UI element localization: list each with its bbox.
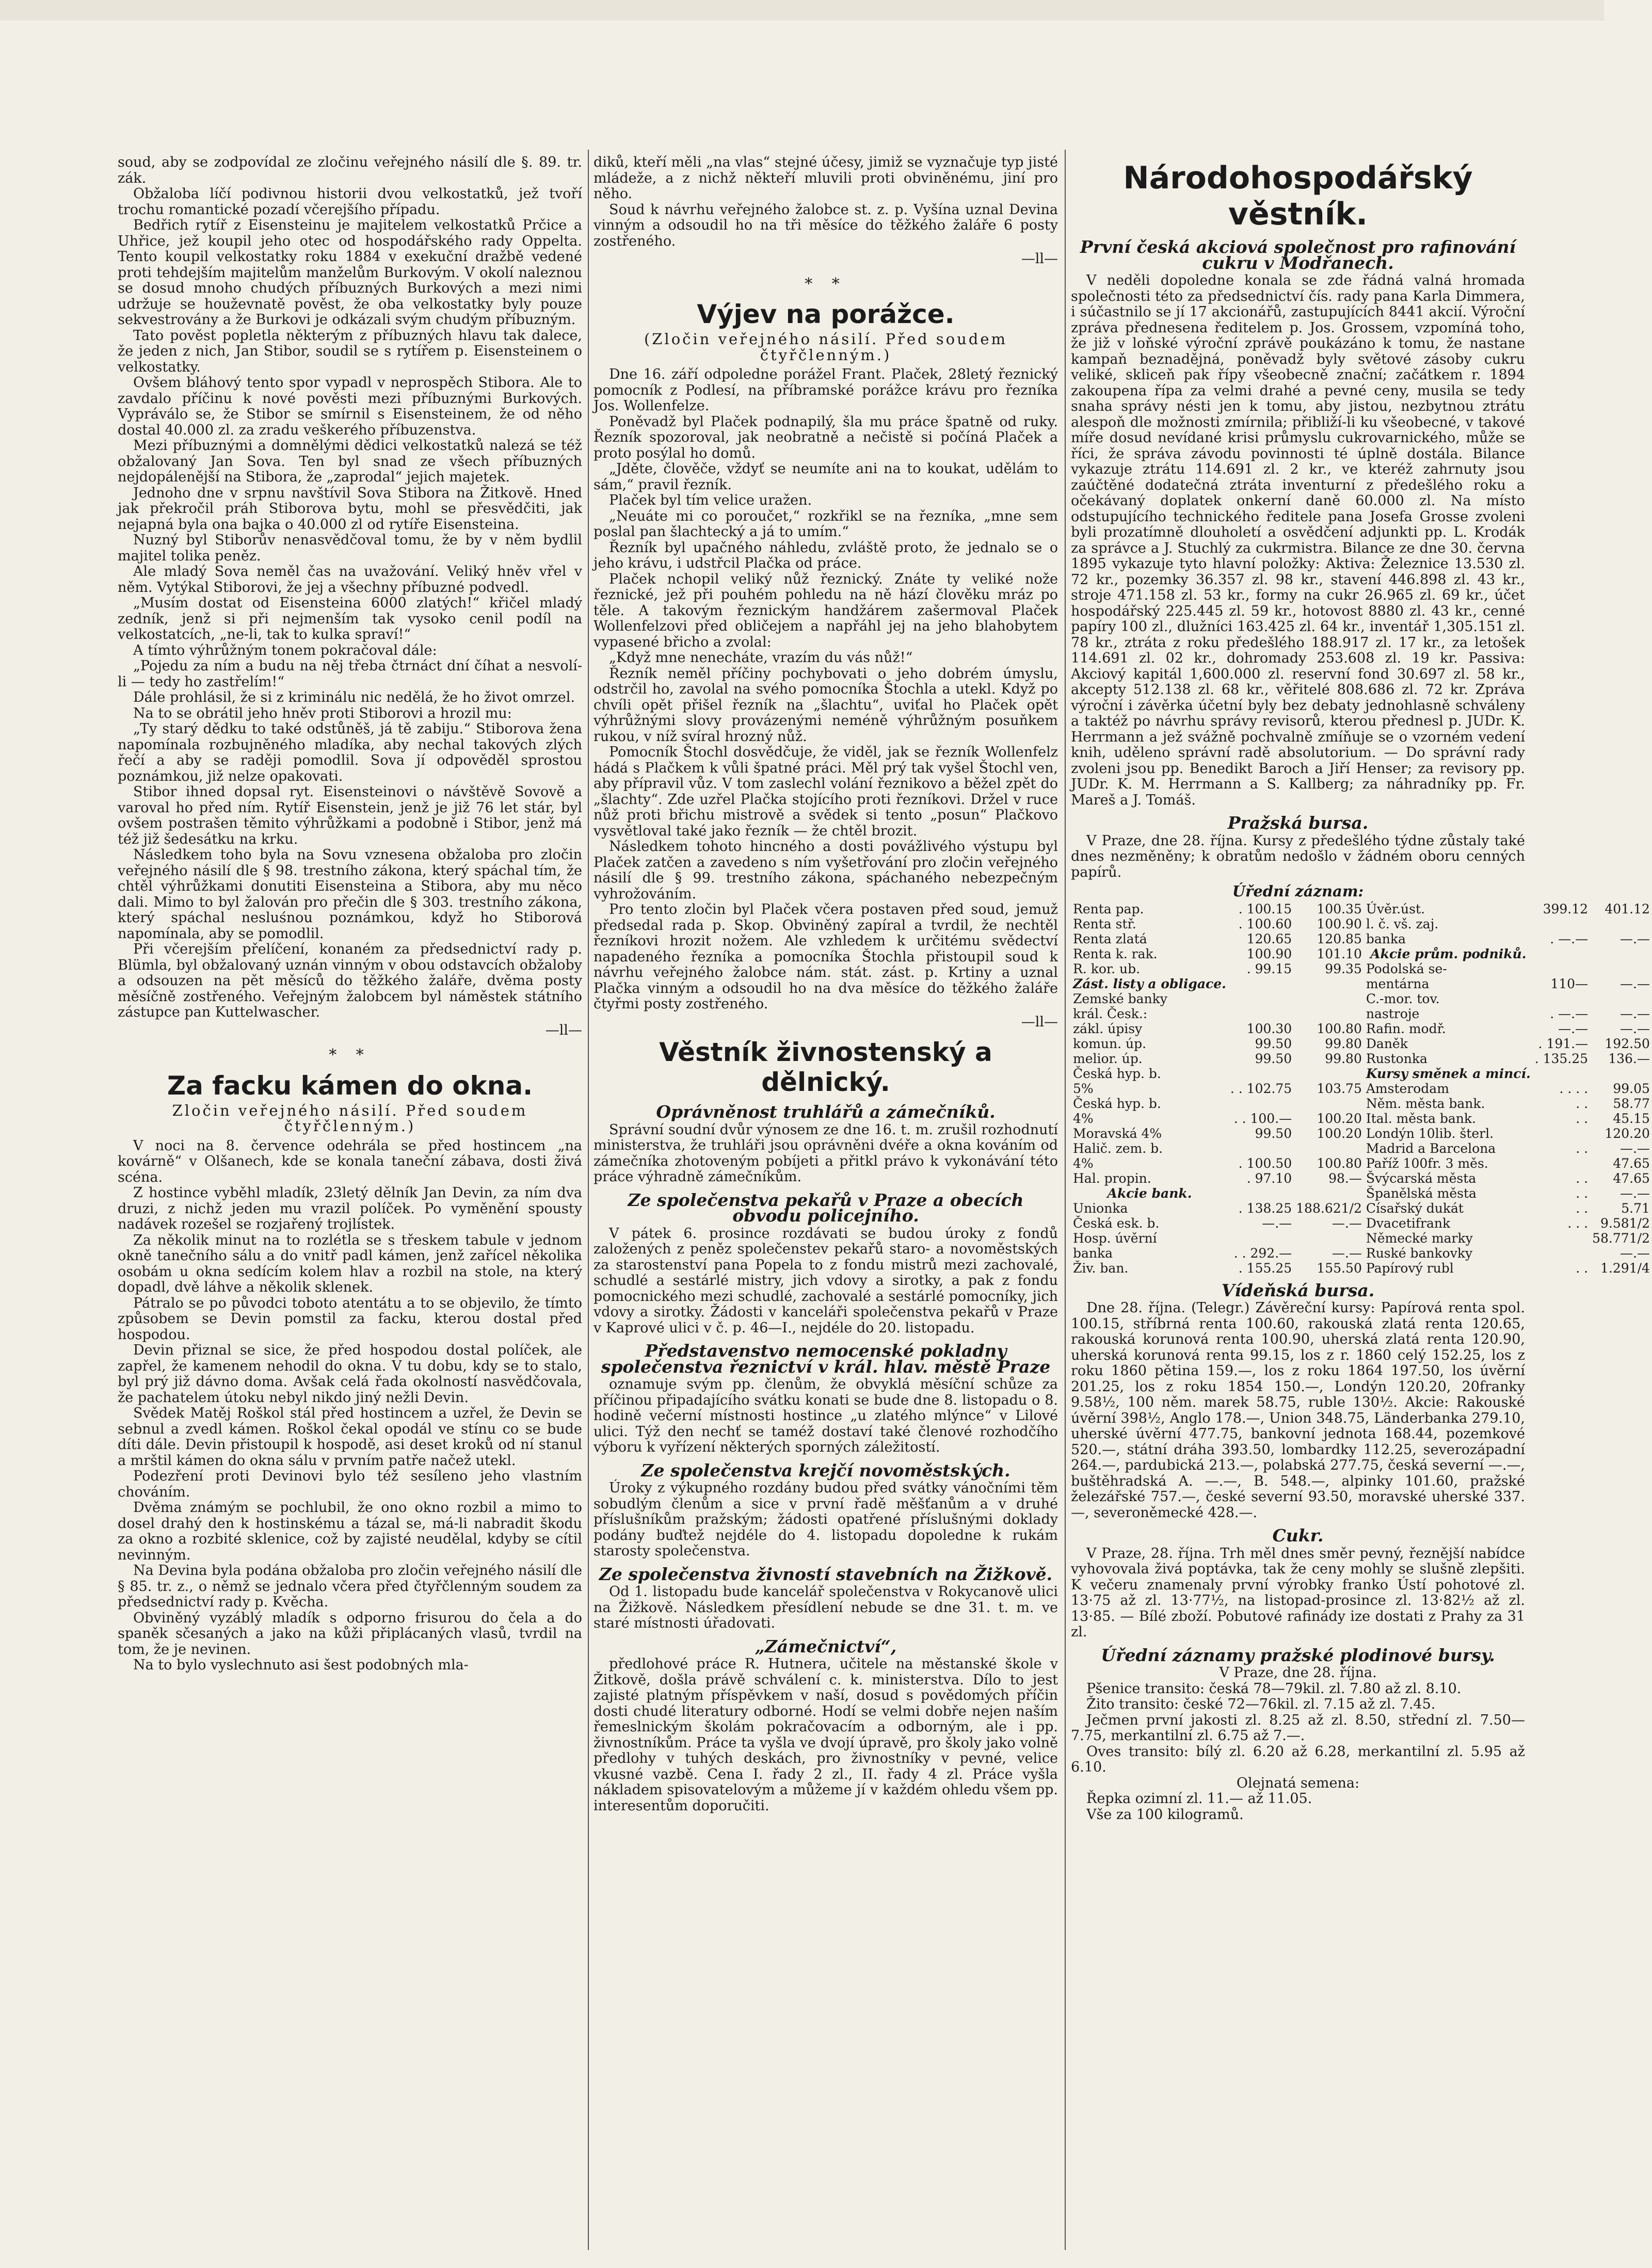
quotes-cell xyxy=(1294,1186,1364,1201)
quotes-cell: Česká hyp. b. xyxy=(1073,1066,1161,1081)
quotes-cell: král. Česk.: xyxy=(1073,1006,1148,1021)
quotes-cell xyxy=(1294,976,1364,991)
quotes-cell: 110— xyxy=(1550,976,1589,991)
paragraph: V Praze, dne 28. října. Kursy z předešlého týdne zůstaly také dnes nezměněny; k obratům nedošlo v žádném oboru cenných papírů. xyxy=(1071,832,1525,880)
quotes-cell: 99.80 xyxy=(1325,1036,1362,1051)
quotes-cell xyxy=(1294,1141,1364,1156)
paragraph: Podezření proti Devinovi bylo též sesíleno jeho vlastním chováním. xyxy=(118,1468,582,1500)
quotes-cell: banka xyxy=(1073,1245,1113,1261)
quotes-cell: 98.— xyxy=(1328,1170,1362,1186)
quotes-cell: 100.90 xyxy=(1317,916,1362,931)
paragraph: Poněvadž byl Plaček podnapilý, šla mu práce špatně od ruky. Řezník spozoroval, jak neobratně a nečistě si počíná Plaček a proto posýlal ho domů. xyxy=(594,413,1058,461)
paragraph: Řezník byl upačného náhledu, zvláště proto, že jednalo se o jeho krávu, i udstřcil Plačka od práce. xyxy=(594,539,1058,571)
quotes-cell: . —.— xyxy=(1550,1006,1589,1021)
quotes-cell: Londýn 10lib. šterl. xyxy=(1366,1125,1494,1141)
quotes-heading: Úřední záznam: xyxy=(1232,882,1364,900)
quotes-cell xyxy=(1228,1096,1294,1111)
paragraph: Za několik minut na to rozlétla se s třeskem tabule v jednom okně tanečního sálu a do vnitř padl kámen, jenž zařícel několika osobám u okna sedícím kolem hlav a rozbil na stole, na který dopadl, dvě láhve a několik sklenek. xyxy=(118,1232,582,1295)
paragraph: Na to bylo vyslechnuto asi šest podobných mla- xyxy=(133,1657,469,1673)
paragraph: Jednoho dne v srpnu navštívil Sova Stibora na Žitkově. Hned jak překročil práh Stiborova bytu, mohl se přesvědčiti, jak nejapná byla ona bajka o 40.000 zl od rytíře Eisensteina. xyxy=(118,485,582,533)
quotes-cell: Akcie bank. xyxy=(1107,1185,1192,1201)
quotes-cell: mentárna xyxy=(1366,976,1430,991)
quotes-cell xyxy=(1533,916,1590,931)
paragraph: Ale mladý Sova neměl čas na uvažování. Veliký hněv vřel v něm. Vytýkal Stiborovi, že jej a všechny příbuzné podvedl. xyxy=(118,564,582,596)
quotes-cell xyxy=(1590,1066,1652,1081)
quotes-cell: Paříž 100fr. 3 měs. xyxy=(1366,1155,1488,1171)
quotes-cell xyxy=(1228,1186,1294,1201)
section-stars: * * xyxy=(805,275,847,293)
quotes-cell: . . xyxy=(1576,1111,1589,1126)
quotes-cell: Akcie prům. podniků. xyxy=(1370,946,1527,961)
quotes-cell: 47.65 xyxy=(1613,1170,1650,1186)
quotes-cell: 136.— xyxy=(1608,1051,1650,1066)
quotes-cell: 101.10 xyxy=(1317,946,1362,961)
quotes-row xyxy=(1071,1066,1652,1081)
quotes-cell: 99.05 xyxy=(1613,1081,1650,1096)
article-subheadline: (Zločin veřejného násilí. Před soudem čtyřčlenným.) xyxy=(644,330,1008,364)
quotes-cell: 58.77 xyxy=(1613,1096,1650,1111)
paragraph: Ovšem bláhový tento spor vypadl v neprospěch Stibora. Ale to zavdalo příčinu k nové pověsti mezi příbuznými Burkových. Vypráválo se, že Stibor se smírnil s Eisensteinem, že od něho dostal 40.000 zl. za zradu veškerého příbuzenstva. xyxy=(118,375,582,438)
quotes-cell: 103.75 xyxy=(1317,1081,1362,1096)
paragraph: Pro tento zločin byl Plaček včera postaven před soud, jemuž předsedal rada p. Skop. Obviněný zapíral a tvrdil, že nechtěl řezníkovi hrozit nožem. Ale vzhledem k určitému svědectví napadeného řezníka a pomocníka Štochla přistoupil soud k návrhu veřejného žalobce nám. stát. zást. p. Krtiny a uznal Plačka vinným a odsoudil ho na dva měsíce do těžkého žaláře čtyřmi posty zostřeného. xyxy=(594,902,1058,1012)
quotes-cell: melior. úp. xyxy=(1073,1051,1143,1066)
quotes-cell xyxy=(1533,1246,1590,1261)
quotes-cell: Unionka xyxy=(1073,1200,1128,1216)
quotes-row xyxy=(1071,902,1652,916)
quotes-cell: . . . xyxy=(1567,1215,1589,1231)
quotes-cell: 100.80 xyxy=(1317,1021,1362,1036)
paragraph: Obviněný vyzáblý mladík s odporno frisurou do čela a do spaněk sčesaných a jako na kůži připlácaných vlasů, tvrdil na tom, že je nevinen. xyxy=(118,1610,582,1658)
column-rule-1 xyxy=(588,150,589,2250)
paragraph: Z hostince vyběhl mladík, 23letý dělník Jan Devin, za ním dva druzi, z nichž jeden mu vrazil políček. Po vyměnění spousty nadávek rozešel se rozjařený trojlístek. xyxy=(118,1185,582,1232)
paragraph: „Ty starý dědku to také odstůněš, já tě zabiju.“ Stiborova žena napomínala rozbujněného mladíka, aby nechal takových zlých řečí a aby se raději pomodlil. Sova jí odpověděl sprostou poznámkou, již nelze opakovati. xyxy=(118,721,582,784)
quotes-cell: 47.65 xyxy=(1613,1155,1650,1171)
quotes-cell: . 138.25 xyxy=(1238,1200,1292,1216)
quotes-cell: —.— xyxy=(1619,1021,1650,1036)
quotes-cell xyxy=(1228,1231,1294,1246)
paragraph: Úroky z výkupného rozdány budou před svátky vánočními těm sobudlým členům a sice v první řadě měšťanům a v druhé příslušníkům pražským; žádosti opatřené příslušnými doklady podány buďtež nejdéle do 4. listopadu dopoledne k rukám starosty společenstva. xyxy=(594,1480,1058,1559)
quotes-cell: Švýcarská města xyxy=(1366,1170,1477,1186)
quotes-cell: Živ. ban. xyxy=(1073,1260,1129,1276)
quotes-cell: 5.71 xyxy=(1621,1200,1650,1216)
quotes-cell: . . xyxy=(1576,1170,1589,1186)
paragraph: Při včerejším přelíčení, konaném za předsednictví rady p. Blümla, byl obžalovaný uznán vinným v obou odstavcích obžaloby a odsouzen na pět měsíců do těžkého žaláře, dvěma posty měsíčně zostřeného. Veřejným žalobcem byl náměstek státního zástupce pan Kuttelwascher. xyxy=(118,941,582,1020)
quotes-cell: l. č. vš. zaj. xyxy=(1366,916,1439,931)
paragraph: Tato pověst popletla některým z příbuzných hlavu tak dalece, že jeden z nich, Jan Stibor, soudil se s rytířem p. Eisensteinem o velkostatky. xyxy=(118,327,582,375)
quotes-cell: 401.12 xyxy=(1605,901,1650,916)
paragraph: Nuzný byl Stiborův nenasvědčoval tomu, že by v něm bydlil majitel tolika peněz. xyxy=(118,532,582,564)
paragraph: Dvěma známým se pochlubil, že ono okno rozbil a mimo to dosel drahý den k hostinskému a tázal se, má-li nabradit škodu za okno a rozbité sklenice, což by zajisté neudělal, kdyby se cítil nevinným. xyxy=(118,1500,582,1563)
paragraph: „Když mne nenecháte, vrazím du vás nůž!“ xyxy=(609,650,913,666)
paragraph: V noci na 8. července odehrála se před hostincem „na kovárně“ v Olšanech, kde se konala taneční zábava, dosti živá scéna. xyxy=(118,1137,582,1185)
quotes-cell: —.— xyxy=(1332,1215,1362,1231)
quotes-cell: Česká hyp. b. xyxy=(1073,1096,1161,1111)
article-headline: Za facku kámen do okna. xyxy=(167,1070,533,1101)
quotes-cell: 9.581/2 xyxy=(1600,1215,1650,1231)
quotes-cell: 100.35 xyxy=(1317,901,1362,916)
quotes-row xyxy=(1071,1156,1652,1171)
quotes-cell: —.— xyxy=(1332,1245,1362,1261)
paragraph: Vše za 100 kilogramů. xyxy=(1086,1806,1244,1823)
paragraph: diků, kteří měli „na vlas“ stejné účesy, jimiž se vyznačuje typ jisté mládeže, a z nichž někteří mluvili proti obviněnému, jiní pro něho. xyxy=(594,154,1058,202)
quotes-cell: —.— xyxy=(1619,976,1650,991)
quotes-cell: 100.90 xyxy=(1246,946,1292,961)
paragraph: Následkem toho byla na Sovu vznesena obžaloba pro zločin veřejného násilí dle § 98. trestního zákona, který spáchal tím, že chtěl výhrůžkami donutiti Eisensteina a Stibora, aby mu něco dali. Mimo to byl žalován pro přečin dle § 303. trestního zákona, který spáchal nesluśnou poznámkou, když ho Stiborová napomínala, aby se pomodlil. xyxy=(118,847,582,942)
quotes-cell: Renta zlatá xyxy=(1073,931,1147,946)
quotes-cell: 1.291/4 xyxy=(1600,1260,1650,1276)
quotes-cell: Amsterodam xyxy=(1366,1081,1449,1096)
paragraph: Dne 28. října. (Telegr.) Závěreční kursy: Papírová renta spol. 100.15, stříbrná renta 100.60, rakouská zlatá renta 120.65, rakouská korunová renta 100.90, uherská zlatá renta 120.90, uherská korunová renta 99.15, los z r. 1860 celý 152.25, los z roku 1860 pětina 159.—, los z roku 1864 197.50, los úvěrní 201.25, los z roku 1854 150.—, Londýn 120.20, 20franky 9.58½, 100 něm. marek 58.75, ruble 130½. Akcie: Rakouské úvěrní 398½, Anglo 178.—, Union 348.75, Länderbanka 279.10, uherské úvěrní 477.75, bankovní jednota 168.44, pozemkové 520.—, státní dráha 393.50, lombardky 112.25, severozápadní 264.—, pardubická 213.—, polabská 277.75, česká severní —.—, buštěhradská A. —.—, B. 548.—, alpinky 101.60, pražské železářské 757.—, české severní 93.50, moravské uherské 337.—, severoněmecké 428.—. xyxy=(1071,1300,1525,1521)
paragraph: Pomocník Štochl dosvědčuje, že viděl, jak se řezník Wollenfelz hádá s Plačkem k vůli špatné práci. Měl prý tak vyšel Štochl ven, aby přípravil vůz. V tom zaslechl volání řeznikovo a běžel zpět do „šlachty“. Zde uzřel Plačka stojícího proti řezníkovi. Držel v ruce nůž proti břichu mistrově a svědek si tento „posun“ Plačkovo vysvětloval také jako řezník — že chtěl brozit. xyxy=(594,744,1058,839)
quotes-cell: 99.50 xyxy=(1255,1036,1292,1051)
paragraph: V pátek 6. prosince rozdávati se budou úroky z fondů založených z peněz společenstev pekařů staro- a novoměstských za starostenství pana Popela to z fondu mistrů mezi zachovalé, schudlé a sestárlé mistry, jich vdovy a sirotky, a pak z fondu pomocnického mezi schudlé, zachovalé a sestárlé pomocníky, jich vdovy a sirotky. Žádosti v kanceláři společenstva pekařů v Praze v Kaprové ulici v č. p. 46—I., nejdéle do 20. listopadu. xyxy=(594,1225,1058,1336)
column-3 xyxy=(1071,155,1650,2260)
quotes-cell xyxy=(1533,1231,1590,1246)
quotes-cell xyxy=(1533,1156,1590,1171)
quotes-cell: . . 100.— xyxy=(1233,1111,1292,1126)
quotes-row xyxy=(1071,1081,1652,1096)
quotes-cell: Německé marky xyxy=(1366,1230,1473,1246)
paragraph: Žito transito: české 72—76kil. zl. 7.15 až zl. 7.45. xyxy=(1086,1696,1436,1712)
quotes-cell: 192.50 xyxy=(1605,1036,1650,1051)
quotes-row xyxy=(1071,1216,1652,1231)
column-1 xyxy=(118,155,582,2260)
quotes-cell: Hal. propin. xyxy=(1073,1170,1151,1186)
article-signature: —ll— xyxy=(1021,251,1058,267)
paragraph: Obžaloba líčí podivnou historii dvou velkostatků, jež tvoří trochu romantické pozadí včerejšího případu. xyxy=(118,186,582,218)
quotes-cell xyxy=(1228,976,1294,991)
quotes-cell: Česká esk. b. xyxy=(1073,1215,1160,1231)
paragraph: V Praze, 28. října. Trh měl dnes směr pevný, řeznější nabídce vyhovovala živá poptávka, tak že ceny mohly se slušně zlepšiti. K večeru znamenaly první výrobky franko Ústí pohotové zl. 13·75 až zl. 13·77½, na listopad-prosince zl. 13·82½ až zl. 13·85. — Bílé zboží. Pobutové rafinády ize dostati z Prahy za 31 zl. xyxy=(1071,1545,1525,1640)
quotes-cell: Papírový rubl xyxy=(1366,1260,1454,1276)
quotes-cell: Zemské banky xyxy=(1073,991,1167,1006)
quotes-cell: . . xyxy=(1576,1260,1589,1276)
quotes-cell: C.-mor. tov. xyxy=(1366,991,1440,1006)
item-title: Cukr. xyxy=(1272,1525,1324,1546)
page-top-edge xyxy=(0,0,1604,21)
quotes-cell: nastroje xyxy=(1366,1006,1420,1021)
quotes-cell: . 155.25 xyxy=(1238,1260,1292,1276)
paragraph: Bedřich rytíř z Eisensteinu je majitelem velkostatků Prčice a Uhřice, jež koupil jeho otec od hospodářského rady Oppelta. Tento koupil velkostatky roku 1884 v exekuční dražbě vedené proti tehdejším majitelům manželům Burkovým. V okolí naleznou se dosud mnoho chudých příbuzných Burkových a mezi nimi udržuje se houževnatě pověst, že oba velkostatky byly pouze sekvestrovány a že Burkovi je odkázali svým chudým příbuzným. xyxy=(118,217,582,328)
quotes-cell xyxy=(1533,1066,1590,1081)
quotes-cell: . —.— xyxy=(1550,931,1589,946)
column-2 xyxy=(594,155,1058,2260)
quotes-row xyxy=(1071,1021,1652,1036)
paragraph: Řezník neměl příčiny pochybovati o jeho dobrém úmyslu, odstrčil ho, zavolal na svého pomocníka Štochla a utekl. Když po chvíli opět přišel řezník na „šlachtu“, uviťal ho Plaček opět výhrůžnými slovy provázenými neméně výhrůžným posuňkem rukou, v níž svíral hrozný nůž. xyxy=(594,665,1058,745)
quotes-cell: . 100.50 xyxy=(1238,1155,1292,1171)
quotes-cell: Úvěr.úst. xyxy=(1366,901,1425,916)
quotes-cell xyxy=(1228,1141,1294,1156)
quotes-cell: 99.50 xyxy=(1255,1051,1292,1066)
quotes-row xyxy=(1071,1036,1652,1051)
quotes-cell: banka xyxy=(1366,931,1406,946)
paragraph: Na Devina byla podána obžaloba pro zločin veřejného násilí dle § 85. tr. z., o němž se jednalo včera před čtyřčlenným soudem za předsednictví rady p. Kvěcha. xyxy=(118,1563,582,1610)
paragraph: „Pojedu za ním a budu na něj třeba čtrnáct dní číhat a nesvolí-li — tedy ho zastřelím!“ xyxy=(118,658,582,690)
article-signature: —ll— xyxy=(545,1022,582,1038)
quotes-cell: 99.50 xyxy=(1255,1125,1292,1141)
quotes-cell xyxy=(1228,1066,1294,1081)
quotes-row xyxy=(1071,1231,1652,1246)
quotes-table xyxy=(1071,902,1652,1276)
quotes-cell xyxy=(1228,991,1294,1006)
quotes-cell: zákl. úpisy xyxy=(1073,1021,1143,1036)
quotes-cell: Ital. města bank. xyxy=(1366,1111,1476,1126)
quotes-cell: —.— xyxy=(1619,1006,1650,1021)
quotes-cell: 58.771/2 xyxy=(1592,1230,1650,1246)
paragraph: „Musím dostat od Eisensteina 6000 zlatých!“ křičel mladý zedník, jenž si při nejmenším tak vysoko cenil podíl na velkostatcích, „ne-li, tak to kulka spraví!“ xyxy=(118,595,582,642)
paragraph: Oves transito: bílý zl. 6.20 až 6.28, merkantilní zl. 5.95 až 6.10. xyxy=(1071,1743,1525,1775)
quotes-cell: . . 102.75 xyxy=(1230,1081,1292,1096)
quotes-cell: Madrid a Barcelona xyxy=(1366,1140,1496,1156)
paragraph: V Praze, dne 28. října. xyxy=(1219,1665,1377,1681)
paragraph: Pšenice transito: česká 78—79kil. zl. 7.80 až zl. 8.10. xyxy=(1086,1680,1462,1697)
quotes-row xyxy=(1071,991,1652,1006)
quotes-cell: —.— xyxy=(1262,1215,1292,1231)
quotes-cell: . 135.25 xyxy=(1534,1051,1589,1066)
paragraph: Od 1. listopadu bude kancelář společenstva v Rokycanově ulici na Žižkově. Následkem přesídlení nebude se dne 31. t. m. ve staré místnosti úřadovati. xyxy=(594,1584,1058,1631)
quotes-cell: . . 292.— xyxy=(1233,1245,1292,1261)
quotes-cell: . . xyxy=(1576,1185,1589,1201)
quotes-cell: Dvacetifrank xyxy=(1366,1215,1451,1231)
quotes-cell xyxy=(1590,991,1652,1006)
quotes-cell xyxy=(1590,916,1652,931)
quotes-cell: Něm. města bank. xyxy=(1366,1096,1485,1111)
quotes-cell: —.— xyxy=(1619,1245,1650,1261)
item-title: Ze společenstva pekařů v Praze a obecích obvodu policejního. xyxy=(628,1189,1024,1226)
item-title: Ze společenstva živností stavebních na Žižkově. xyxy=(599,1564,1053,1584)
quotes-cell: . . xyxy=(1576,1140,1589,1156)
quotes-cell: —.— xyxy=(1619,1185,1650,1201)
quotes-cell: 155.50 xyxy=(1317,1260,1362,1276)
quotes-row xyxy=(1071,1126,1652,1141)
quotes-cell: Daněk xyxy=(1366,1036,1408,1051)
quotes-cell: Rustonka xyxy=(1366,1051,1428,1066)
quotes-row xyxy=(1071,1171,1652,1186)
paragraph: předlohové práce R. Hutnera, učitele na městanské škole v Žitkově, došla právě schválení c. k. ministerstva. Dílo to jest zajisté platným příspěvkem v naší, dosud s povědomých příčin dosti chudé literatury odborné. Hodí se velmi dobře nejen naším řemeslnickým školám pokračovacím a odborným, ale i pp. živnostníkům. Práce ta vyšla ve dvojí úpravě, pro školy jako volně předlohy v tuhých deskách, pro živnostníky v pevné, velice vkusné vazbě. Cena I. řady 2 zl., II. řady 4 zl. Práce vyšla nákladem spisovatelovým a můžeme jí v každém ohledu všem pp. interesentům doporučiti. xyxy=(594,1656,1058,1814)
item-title: První česká akciová společnost pro rafinování cukru v Modřanech. xyxy=(1080,237,1516,273)
quotes-cell xyxy=(1294,991,1364,1006)
quotes-cell: . . . . xyxy=(1559,1081,1589,1096)
quotes-cell xyxy=(1590,961,1652,976)
paragraph: Pátralo se po původci toboto atentátu a to se objevilo, že tímto způsobem se Devin pomstil za facku, kterou dostal před hospodou. xyxy=(118,1295,582,1343)
quotes-cell: . 97.10 xyxy=(1246,1170,1292,1186)
quotes-cell: Zást. listy a obligace. xyxy=(1073,976,1226,991)
quotes-cell: 4% xyxy=(1073,1155,1094,1171)
quotes-cell: Renta k. rak. xyxy=(1073,946,1158,961)
column-rule-2 xyxy=(1065,150,1066,2250)
paragraph: Řepka ozimní zl. 11.— až 11.05. xyxy=(1086,1791,1312,1807)
quotes-cell: —.— xyxy=(1619,931,1650,946)
quotes-row xyxy=(1071,931,1652,946)
quotes-row xyxy=(1071,1096,1652,1111)
paragraph: A tímto výhrůžným tonem pokračoval dále: xyxy=(133,642,437,658)
quotes-cell xyxy=(1294,1231,1364,1246)
item-title: Pražská bursa. xyxy=(1227,813,1369,833)
quotes-cell: 399.12 xyxy=(1543,901,1589,916)
quotes-cell: . . xyxy=(1576,1096,1589,1111)
quotes-row xyxy=(1071,1186,1652,1201)
quotes-cell: Hosp. úvěrní xyxy=(1073,1230,1157,1246)
quotes-cell: 120.20 xyxy=(1605,1125,1650,1141)
article-headline: Výjev na porážce. xyxy=(697,299,955,329)
quotes-cell: 5% xyxy=(1073,1081,1094,1096)
quotes-cell xyxy=(1533,991,1590,1006)
quotes-row xyxy=(1071,916,1652,931)
quotes-cell: 120.65 xyxy=(1246,931,1292,946)
paragraph: Soud k návrhu veřejného žalobce st. z. p. Vyšína uznal Devina vinným a odsoudil ho na tři měsíce do těžkého žaláře 6 posty zostřeného. xyxy=(594,201,1058,249)
quotes-cell: Ruské bankovky xyxy=(1366,1245,1473,1261)
paragraph: Dále prohlásil, že si z kriminálu nic nedělá, že ho život omrzel. xyxy=(133,689,575,705)
quotes-row xyxy=(1071,976,1652,991)
quotes-row xyxy=(1071,1141,1652,1156)
quotes-cell: 100.20 xyxy=(1317,1125,1362,1141)
quotes-cell: 100.20 xyxy=(1317,1111,1362,1126)
quotes-row xyxy=(1071,1051,1652,1066)
quotes-row xyxy=(1071,1006,1652,1021)
quotes-cell xyxy=(1294,1066,1364,1081)
quotes-cell: Španělská města xyxy=(1366,1185,1477,1201)
paragraph: Správní soudní dvůr výnosem ze dne 16. t. m. zrušil rozhodnutí ministerstva, že truhláři jsou oprávněni dvéře a okna kováním od zámečníka zhotoveným pobíjeti a přitkl právo k vykonávání této práce výhradně zámečníkům. xyxy=(594,1121,1058,1185)
quotes-cell: 4% xyxy=(1073,1111,1094,1126)
paragraph: Ječmen první jakosti zl. 8.25 až zl. 8.50, střední zl. 7.50—7.75, merkantilní zl. 6.75 až 7.—. xyxy=(1071,1712,1525,1744)
quotes-cell: 100.80 xyxy=(1317,1155,1362,1171)
article-subheadline: Zločin veřejného násilí. Před soudem čtyřčlenným.) xyxy=(172,1101,528,1135)
paragraph: Mezi příbuznými a domnělými dědici velkostatků nalezá se též obžalovaný Jan Sova. Ten byl snad ze všech příbuzných nejdopálenější na Stibora, že „zaprodal“ jejich majetek. xyxy=(118,438,582,485)
item-title: Oprávněnost truhlářů a zámečníků. xyxy=(656,1102,996,1122)
quotes-cell xyxy=(1533,961,1590,976)
quotes-cell xyxy=(1533,1126,1590,1141)
section-headline: Národohospodářský věstník. xyxy=(1123,160,1473,232)
quotes-cell: Renta pap. xyxy=(1073,901,1144,916)
paragraph: Plaček byl tím velice uražen. xyxy=(609,492,812,508)
section-headline: Věstník živnostenský a dělnický. xyxy=(659,1037,992,1097)
quotes-cell: . 100.60 xyxy=(1238,916,1292,931)
quotes-cell: Podolská se- xyxy=(1366,961,1447,976)
quotes-row xyxy=(1071,946,1652,961)
quotes-cell xyxy=(1228,1006,1294,1021)
item-title: „Zámečnictví“, xyxy=(755,1636,897,1656)
paragraph: Stibor ihned dopsal ryt. Eisensteinovi o návštěvě Sovově a varoval ho před ním. Rytíř Eisenstein, jenž je již 76 let stár, byl ovšem postrašen těmito výhrůžkami a podobně i Stibor, jenž má též již šedesátku na krku. xyxy=(118,784,582,847)
paragraph: „Jděte, člověče, vždyť se neumíte ani na to koukat, udělám to sám,“ pravil řezník. xyxy=(594,461,1058,493)
quotes-cell: 99.35 xyxy=(1325,961,1362,976)
quotes-row xyxy=(1071,961,1652,976)
paragraph: Následkem tohoto hincného a dosti povážlivého výstupu byl Plaček zatčen a zavedeno s ním vyšetřování pro zločin veřejného násilí dle § 99. trestního zákona, spáchaného nebezpečným vyhrožováním. xyxy=(594,839,1058,902)
paragraph: Dne 16. září odpoledne porážel Frant. Plaček, 28letý řeznický pomocník z Podlesí, na příbramské porážce krávu pro řezníka Jos. Wollenfelze. xyxy=(594,366,1058,414)
item-title: Úřední záznamy pražské plodinové bursy. xyxy=(1101,1645,1495,1665)
quotes-cell xyxy=(1294,1096,1364,1111)
item-title: Vídeňská bursa. xyxy=(1221,1280,1375,1300)
paragraph: Plaček nchopil veliký nůž řeznický. Znáte ty veliké nože řeznické, jež při pouhém pohledu na ně hází člověku mráz po těle. A takovým řeznickým handžárem zašermoval Plaček Wollenfelzovi před obličejem a napřáhl jej na jeho blahobytem vypasené břicho a zvolal: xyxy=(594,571,1058,650)
quotes-cell: R. kor. ub. xyxy=(1073,961,1141,976)
item-title: Ze společenstva krejčí novoměstských. xyxy=(641,1460,1011,1481)
paragraph: „Neuáte mi co poroučet,“ rozkřikl se na řezníka, „mne sem poslal pan šlachtecký a já to umím.“ xyxy=(594,508,1058,540)
quotes-cell: —.— xyxy=(1619,1140,1650,1156)
quotes-row xyxy=(1071,1201,1652,1216)
paragraph: oznamuje svým pp. členům, že obvyklá měsíční schůze za příčinou připadajícího svátku konati se bude dne 8. listopadu o 8. hodině večerní místnosti hostince „u zlatého mlýnce“ v Lilové ulici. Týž den nechť se taméž dostaví také členové rozhodčího výboru k vyřízení některých sporných záležitostí. xyxy=(594,1376,1058,1455)
section-stars: * * xyxy=(329,1046,371,1064)
item-title: Představenstvo nemocenské pokladny společenstva řeznictví v král. hlav. městě Praze xyxy=(601,1341,1051,1377)
quotes-cell: 100.30 xyxy=(1246,1021,1292,1036)
paragraph: Na to se obrátil jeho hněv proti Stiborovi a hrozil mu: xyxy=(133,705,512,721)
quotes-cell: . . xyxy=(1576,1200,1589,1216)
paragraph: Svědek Matěj Roškol stál před hostincem a uzřel, že Devin se sebnul a zvedl kámen. Roškol čekal opodál ve stínu co se bude díti dále. Devin přistoupil k hospodě, asi deset kroků od ní stanul a mrštil kámen do okna sálu v prvním patře načež utekl. xyxy=(118,1405,582,1469)
quotes-cell: 45.15 xyxy=(1613,1111,1650,1126)
quotes-cell xyxy=(1533,946,1590,961)
quotes-cell: Moravská 4% xyxy=(1073,1125,1162,1141)
paragraph: V neděli dopoledne konala se zde řádná valná hromada společnosti této za předsednictví čís. rady pana Karla Dimmera, i súčastnilo se jí 17 akcionářů, zastupujících 8441 akcií. Výroční zpráva přednesena ředitelem p. Jos. Grossem, vzpomíná toho, že již v loňské výroční zprávě poukázáno k tomu, že nastane kampaň beznadějná, poněvadž byly světové zásoby cukru veliké, skliceň pak řípy všeobecně znační; začátkem r. 1894 zakoupena řípa za velmi drahé a pevné ceny, musila se tedy snaha správy nésti jen k tomu, aby jistou, nezbytnou ztrátu alespoň dle možnosti zmírnila; přibliží-li ku všeobecné, v takové míře dosud nevídané krisi průmyslu cukrovarnického, může se říci, že správa závodu povinnosti té úplně dostála. Bilance vykazuje ztrátu 114.691 zl. 2 kr., ve kteréž zahrnuty jsou zaúčtěné dodatečná ztráta inventurní z předešlého roku a očekávaný doplatek onkerní daně 60.000 zl. Na místo odstupujícího technického ředitele pana Josefa Grosse zvoleni byli prozatímně dlouholetí a osvědčení adjunkti pp. L. Krodák za správce a J. Stuchlý za cukrmistra. Bilance ze dne 30. června 1895 vykazuje tyto hlavní položky: Aktiva: Železnice 13.530 zl. 72 kr., pozemky 36.357 zl. 98 kr., stavení 446.898 zl. 43 kr., stroje 471.158 zl. 53 kr., formy na cukr 26.965 zl. 69 kr., účet hospodářský 225.445 zl. 59 kr., hotovost 8880 zl. 43 kr., cenné papíry 100 zl., dlužníci 163.425 zl. 64 kr., inventář 1,305.151 zl. 78 kr., ztráta z roku předešlého 188.917 zl. 17 kr., za letošek 114.691 zl. 02 kr., dohromady 253.608 zl. 19 kr. Passiva: Akciový kapitál 1,600.000 zl. reservní fond 30.697 zl. 58 kr., akcepty 512.138 zl. 68 kr., věřitelé 808.686 zl. 72 kr. Zpráva výroční i závěrka účetní byly bez debaty jednohlasně schváleny a taktéž po návrhu správy revisorů, kterou přednesl p. JUDr. K. Herrmann a jež svážně pochvalně zmíňuje se o vzorném vedení knih, uděleno správní radě absolutorium. — Do správní rady zvoleni jsou pp. Benedikt Baroch a Jiří Henser; za revisory pp. JUDr. K. M. Herrmann a S. Kallberg; za náhradníky pp. Fr. Mareš a J. Tomáš. xyxy=(1071,272,1525,808)
quotes-cell: . 191.— xyxy=(1538,1036,1589,1051)
quotes-cell xyxy=(1590,946,1652,961)
quotes-cell: . 99.15 xyxy=(1246,961,1292,976)
article-signature: —ll— xyxy=(1021,1014,1058,1030)
quotes-row xyxy=(1071,1111,1652,1126)
quotes-cell: Halič. zem. b. xyxy=(1073,1140,1163,1156)
quotes-cell: Kursy směnek a mincí. xyxy=(1366,1066,1531,1081)
quotes-cell: Renta stř. xyxy=(1073,916,1136,931)
quotes-row xyxy=(1071,1261,1652,1276)
quotes-cell: —.— xyxy=(1558,1021,1589,1036)
quotes-cell: komun. úp. xyxy=(1073,1036,1147,1051)
paragraph: Olejnatá semena: xyxy=(1236,1775,1360,1791)
paragraph: soud, aby se zodpovídal ze zločinu veřejného násilí dle §. 89. tr. zák. xyxy=(118,154,582,186)
quotes-cell: Rafin. modř. xyxy=(1366,1021,1446,1036)
quotes-cell: 99.80 xyxy=(1325,1051,1362,1066)
paragraph: Devin přiznal se sice, že před hospodou dostal políček, ale zapřel, že kamenem nehodil do okna. V tu dobu, kdy se to stalo, byl prý již dávno doma. Avšak celá řada okolností nasvědčovala, že pachatelem útoku nebyl nikdo jiný nežli Devin. xyxy=(118,1342,582,1406)
quotes-cell: 188.621/2 xyxy=(1296,1200,1362,1216)
quotes-cell xyxy=(1294,1006,1364,1021)
quotes-row xyxy=(1071,1246,1652,1261)
quotes-cell: . 100.15 xyxy=(1238,901,1292,916)
quotes-cell: 120.85 xyxy=(1317,931,1362,946)
quotes-cell: Císařský dukát xyxy=(1366,1200,1464,1216)
